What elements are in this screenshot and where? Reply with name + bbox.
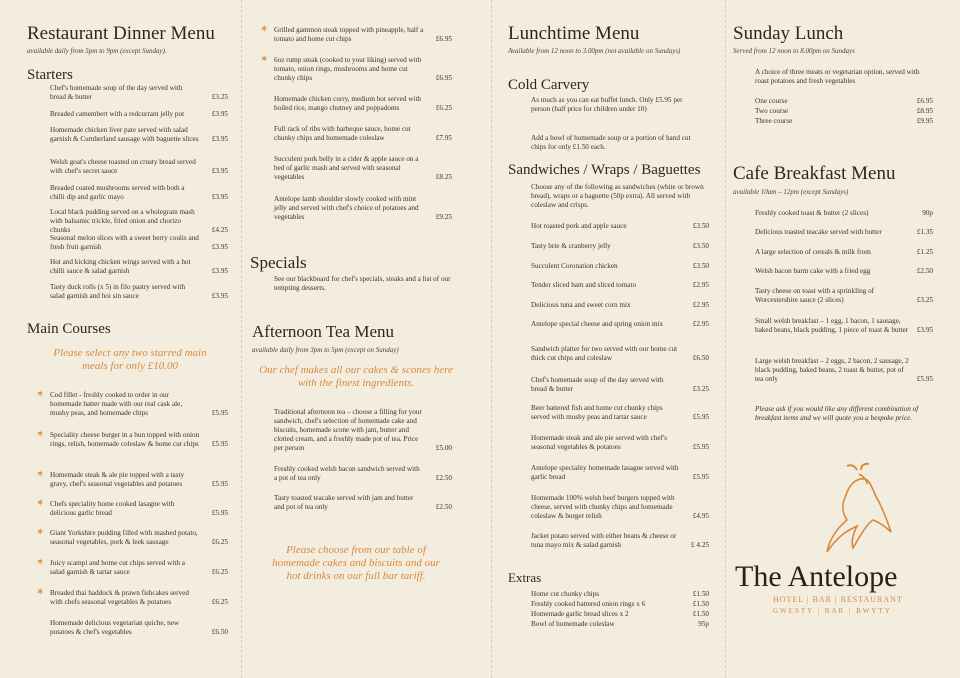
starter-item-price: £3.95 — [211, 110, 228, 118]
fold-line — [491, 0, 492, 678]
sunday-course-desc: One course — [755, 97, 788, 105]
extra-item — [531, 600, 709, 609]
starters-heading: Starters — [27, 67, 73, 83]
afternoon-subtitle: available daily from 3pm to 5pm (except on Sunday) — [252, 346, 399, 354]
antelope-logo-icon — [817, 462, 897, 562]
lunch-item — [531, 494, 709, 521]
lunch-item-desc: Homemade steak and ale pie served with chef's seasonal vegetables & potatoes — [531, 434, 668, 451]
main-item — [274, 125, 452, 143]
starter-item-desc: Homemade chicken liver pate served with salad garnish & Cumberland sausage with baguette slices — [50, 126, 199, 143]
starter-item-price: £4.25 — [211, 226, 228, 234]
afternoon-footer: Please choose from our table of homemade cakes and biscuits and our hot drinks on our full bar tariff. — [272, 544, 440, 582]
main-item — [50, 619, 228, 637]
dinner-subtitle: available daily from 5pm to 9pm (except Sunday). — [27, 47, 167, 55]
star-icon: ✶ — [36, 527, 45, 538]
sandwich-item-desc: Delicious tuna and sweet corn mix — [531, 301, 631, 309]
breakfast-item-price: £3.95 — [916, 326, 933, 334]
sunday-text: A choice of three meats or vegetarian option, served with roast potatoes and fresh vegetables — [755, 68, 920, 85]
afternoon-item-price: £2.50 — [435, 474, 452, 482]
extra-item-price: £1.50 — [692, 590, 709, 598]
main-item-desc: Antelope lamb shoulder slowly cooked with mint jelly and served with chef's choice of potatoes and vegetables — [274, 195, 419, 221]
lunch-item-price: £6.50 — [692, 354, 709, 362]
afternoon-item-price: £5.00 — [435, 444, 452, 452]
main-item-price: £5.95 — [211, 409, 228, 417]
breakfast-item-desc: Delicious toasted teacake served with butter — [755, 228, 882, 236]
sunday-course-price: £8.95 — [916, 107, 933, 115]
main-item-price: £6.25 — [211, 538, 228, 546]
starter-item-desc: Local black pudding served on a wholegrain mash with balsamic trickle, fried onion and chorizo chunks — [50, 208, 195, 234]
logo-line2: GWESTY | BAR | BWYTY — [773, 607, 892, 615]
main-item-price: £6.50 — [211, 628, 228, 636]
sandwich-item — [531, 242, 709, 251]
breakfast-item — [755, 248, 933, 257]
lunch-subtitle: Available from 12 noon to 3.00pm (not available on Sundays) — [508, 47, 681, 55]
main-item-price: £6.95 — [435, 74, 452, 82]
star-icon: ✶ — [36, 498, 45, 509]
logo-line1: HOTEL | BAR | RESTAURANT — [773, 595, 903, 604]
main-item-price: £8.25 — [435, 173, 452, 181]
sandwich-item-desc: Succulent Coronation chicken — [531, 262, 618, 270]
main-item-desc: Homemade chicken curry, medium hot served with boiled rice, mango chutney and poppadoms — [274, 95, 422, 112]
logo-name: The Antelope — [735, 560, 898, 593]
lunch-item-desc: Chef's homemade soup of the day served with bread & butter — [531, 376, 664, 393]
starter-item-desc: Seasonal melon slices with a sweet berry coulis and fresh fruit garnish — [50, 234, 199, 251]
breakfast-item-desc: Tasty cheese on toast with a sprinkling of Worcestershire sauce (2 slices) — [755, 287, 875, 304]
mains-offer-note: Please select any two starred main meals for only £10.00 — [53, 347, 207, 372]
starter-item — [50, 184, 228, 202]
breakfast-item — [755, 267, 933, 276]
lunch-item-price: £5.95 — [692, 413, 709, 421]
main-item — [50, 391, 228, 418]
lunch-item-price: £5.95 — [692, 443, 709, 451]
sandwich-item — [531, 320, 709, 329]
afternoon-item-desc: Freshly cooked welsh bacon sandwich served with a pot of tea only — [274, 465, 420, 482]
starter-item-price: £3.95 — [211, 267, 228, 275]
sandwich-item-desc: Tasty brie & cranberry jelly — [531, 242, 611, 250]
main-item-price: £5.95 — [211, 440, 228, 448]
main-item — [274, 195, 452, 222]
main-item-desc: Grilled gammon steak topped with pineapple, half a tomato and home cut chips — [274, 26, 424, 43]
star-icon: ✶ — [36, 469, 45, 480]
main-item — [50, 500, 228, 518]
starter-item-desc: Welsh goat's cheese toasted on crusty bread served with chef's secret sauce — [50, 158, 196, 175]
extra-item-desc: Bowl of homemade coleslaw — [531, 620, 615, 628]
main-item — [50, 589, 228, 607]
carvery-heading: Cold Carvery — [508, 77, 590, 93]
extra-item-price: 95p — [698, 620, 709, 628]
extra-item-desc: Freshly cooked battered onion rings x 6 — [531, 600, 646, 608]
sandwich-item — [531, 222, 709, 231]
extra-item-price: £1.50 — [692, 610, 709, 618]
sandwich-item — [531, 262, 709, 271]
starter-item — [50, 234, 228, 252]
main-item-desc: Cod fillet - freshly cooked to order in our homemade batter made with our real cask ale, mushy peas, and homemade chips — [50, 391, 183, 417]
specials-heading: Specials — [250, 253, 307, 272]
main-item-desc: Chefs speciality home cooked lasagne with delicious garlic bread — [50, 500, 175, 517]
sunday-course — [755, 97, 933, 106]
sunday-course-desc: Two course — [755, 107, 789, 115]
sandwich-heading: Sandwiches / Wraps / Baguettes — [508, 162, 701, 178]
main-item-price: £5.95 — [211, 509, 228, 517]
main-item-desc: Giant Yorkshire pudding filled with mashed potato, seasonal vegetables, pork & leek sausage — [50, 529, 198, 546]
extra-item — [531, 610, 709, 619]
breakfast-subtitle: available 10am – 12pm (except Sundays) — [733, 188, 849, 196]
lunch-item — [531, 404, 709, 422]
breakfast-item-desc: A large selection of cereals & milk from — [755, 248, 871, 256]
breakfast-item-price: £2.50 — [916, 267, 933, 275]
sandwich-item-desc: Antelope special cheese and spring onion mix — [531, 320, 664, 328]
main-item-price: £7.95 — [435, 134, 452, 142]
sandwich-item-price: £3.50 — [692, 222, 709, 230]
afternoon-item-price: £2.50 — [435, 503, 452, 511]
dinner-title: Restaurant Dinner Menu — [27, 23, 215, 44]
main-item — [50, 431, 228, 449]
breakfast-item-price: 90p — [922, 209, 933, 217]
main-item — [274, 26, 452, 44]
starter-item-desc: Breaded coated mushrooms served with both a chilli dip and garlic mayo — [50, 184, 185, 201]
lunch-panel — [502, 0, 724, 678]
afternoon-item — [274, 408, 452, 453]
sandwich-item-price: £2.95 — [692, 301, 709, 309]
lunch-title: Lunchtime Menu — [508, 23, 640, 44]
breakfast-item — [755, 317, 933, 335]
breakfast-item-price: £1.25 — [916, 248, 933, 256]
breakfast-item-desc: Large welsh breakfast – 2 eggs, 2 bacon, 2 sausage, 2 black pudding, baked beans, 2 toast & butter, pot of tea only — [755, 357, 909, 383]
starter-item-desc: Tasty duck rolls (x 5) in filo pastry served with salad garnish and hoi sin sauce — [50, 283, 186, 300]
sunday-course — [755, 117, 933, 126]
lunch-item — [531, 434, 709, 452]
sandwich-item-desc: Tender sliced ham and sliced tomato — [531, 281, 637, 289]
specials-text: See our blackboard for chef's specials, steaks and a list of our tempting desserts. — [274, 275, 451, 292]
starter-item-price: £3.95 — [211, 193, 228, 201]
starter-item-price: £3.95 — [211, 135, 228, 143]
sandwich-item-price: £3.50 — [692, 262, 709, 270]
star-icon: ✶ — [36, 557, 45, 568]
main-item-price: £6.25 — [435, 104, 452, 112]
lunch-item — [531, 464, 709, 482]
sandwich-text: Choose any of the following as sandwiches (white or brown bread), wraps or a baguette (50p extra). All served with coleslaw and crisps. — [531, 183, 704, 209]
extra-item-desc: Home cut chunky chips — [531, 590, 600, 598]
sandwich-item-price: £2.95 — [692, 281, 709, 289]
main-item — [274, 56, 452, 83]
afternoon-item-desc: Tasty toasted teacake served with jam and butter and pot of tea only — [274, 494, 414, 511]
dinner-continued-panel — [244, 0, 480, 678]
afternoon-item-desc: Traditional afternoon tea – choose a filling for your sandwich, chef's selection of homemade cake and biscuits, homemade scone with jam, butter and clotted cream, and a freshly made pot of tea. Price per person — [274, 408, 422, 452]
main-item — [274, 95, 452, 113]
mains-heading: Main Courses — [27, 321, 111, 337]
star-icon: ✶ — [36, 429, 45, 440]
carvery-extra: Add a bowl of homemade soup or a portion of hand cut chips for only £1.50 each. — [531, 134, 691, 151]
sunday-course-price: £9.95 — [916, 117, 933, 125]
lunch-item-desc: Homemade 100% welsh beef burgers topped with cheese, served with chunky chips and homemade coleslaw & burger relish — [531, 494, 675, 520]
extras-heading: Extras — [508, 570, 542, 585]
extra-item — [531, 620, 709, 629]
main-item-desc: Homemade delicious vegetarian quiche, new potatoes & chef's vegetables — [50, 619, 180, 636]
main-item-price: £6.95 — [435, 35, 452, 43]
star-icon: ✶ — [260, 54, 269, 65]
main-item-desc: Succulent pork belly in a cider & apple sauce on a bed of garlic mash and served with seasonal vegetables — [274, 155, 419, 181]
main-item-desc: Juicy scampi and home cut chips served with a salad garnish & tartar sauce — [50, 559, 185, 576]
breakfast-item-desc: Freshly cooked toast & butter (2 slices) — [755, 209, 869, 217]
sunday-course-desc: Three course — [755, 117, 793, 125]
star-icon: ✶ — [36, 389, 45, 400]
main-item — [50, 559, 228, 577]
breakfast-item-desc: Small welsh breakfast – 1 egg, 1 bacon, 1 sausage, baked beans, black pudding, 1 piece of toast & butter — [755, 317, 909, 334]
starter-item-desc: Hot and kicking chicken wings served with a hot chilli sauce & salad garnish — [50, 258, 191, 275]
lunch-item-price: £ 4.25 — [691, 541, 709, 549]
sandwich-item-desc: Hot roasted pork and apple sauce — [531, 222, 627, 230]
afternoon-item — [274, 465, 452, 483]
star-icon: ✶ — [36, 587, 45, 598]
fold-line — [241, 0, 242, 678]
fold-line — [725, 0, 726, 678]
main-item-desc: 6oz rump steak (cooked to your liking) served with tomato, onion rings, mushrooms and home cut chunky chips — [274, 56, 422, 82]
main-item-price: £5.95 — [211, 480, 228, 488]
main-item-desc: Speciality cheese burger in a bun topped with onion rings, relish, homemade coleslaw & home cut chips — [50, 431, 200, 448]
breakfast-note: Please ask if you would like any different combination of breakfast items and we will quote you a bespoke price. — [755, 405, 919, 422]
sunday-breakfast-panel — [727, 0, 960, 678]
main-item-desc: Breaded thai haddock & prawn fishcakes served with chefs seasonal vegetables & potatoes — [50, 589, 189, 606]
sunday-title: Sunday Lunch — [733, 23, 844, 44]
starter-item-price: £3.25 — [211, 93, 228, 101]
starter-item-price: £3.95 — [211, 243, 228, 251]
lunch-item-desc: Sandwich platter for two served with our home cut thick cut chips and coleslaw — [531, 345, 678, 362]
afternoon-note: Our chef makes all our cakes & scones here with the finest ingredients. — [259, 364, 453, 389]
lunch-item — [531, 345, 709, 363]
extra-item-price: £1.50 — [692, 600, 709, 608]
lunch-item-desc: Beer battered fish and home cut chunky chips served with mushy peas and tartar sauce — [531, 404, 663, 421]
sandwich-item-price: £2.95 — [692, 320, 709, 328]
lunch-item — [531, 532, 709, 550]
star-icon: ✶ — [260, 24, 269, 35]
breakfast-item-price: £1.35 — [916, 228, 933, 236]
lunch-item-price: £3.25 — [692, 385, 709, 393]
sunday-course — [755, 107, 933, 116]
lunch-item-desc: Jacket potato served with either beans & cheese or tuna mayo mix & salad garnish — [531, 532, 677, 549]
breakfast-item-price: £5.95 — [916, 375, 933, 383]
main-item-desc: Full rack of ribs with barbeque sauce, home cut chunky chips and homemade coleslaw — [274, 125, 411, 142]
starter-item-price: £3.95 — [211, 292, 228, 300]
breakfast-title: Cafe Breakfast Menu — [733, 163, 896, 184]
sandwich-item-price: £3.50 — [692, 242, 709, 250]
starter-item — [50, 158, 228, 176]
sandwich-item — [531, 281, 709, 290]
breakfast-item — [755, 357, 933, 384]
sandwich-item — [531, 301, 709, 310]
main-item-price: £9.25 — [435, 213, 452, 221]
breakfast-item-price: £3.25 — [916, 296, 933, 304]
main-item — [274, 155, 452, 182]
main-item — [50, 471, 228, 489]
afternoon-title: Afternoon Tea Menu — [252, 322, 395, 341]
breakfast-item-desc: Welsh bacon barm cake with a fried egg — [755, 267, 871, 275]
starter-item-desc: Breaded camembert with a redcurrant jelly pot — [50, 110, 185, 118]
main-item — [50, 529, 228, 547]
carvery-text: As much as you can eat buffet lunch. Only £5.95 per person (half price for children under 10) — [531, 96, 683, 113]
starter-item — [50, 84, 228, 102]
breakfast-item — [755, 228, 933, 237]
main-item-price: £6.25 — [211, 568, 228, 576]
extra-item-desc: Homemade garlic bread slices x 2 — [531, 610, 629, 618]
dinner-panel — [0, 0, 238, 678]
afternoon-item — [274, 494, 452, 512]
starter-item — [50, 126, 228, 144]
lunch-item — [531, 376, 709, 394]
starter-item-price: £3.95 — [211, 167, 228, 175]
starter-item — [50, 283, 228, 301]
starter-item — [50, 208, 228, 235]
starter-item — [50, 110, 228, 119]
extra-item — [531, 590, 709, 599]
sunday-subtitle: Served from 12 noon to 8.00pm on Sundays — [733, 47, 855, 55]
lunch-item-desc: Antelope speciality homemade lasagne served with garlic bread — [531, 464, 679, 481]
breakfast-item — [755, 287, 933, 305]
lunch-item-price: £5.95 — [692, 473, 709, 481]
breakfast-item — [755, 209, 933, 218]
starter-item-desc: Chef's homemade soup of the day served with bread & butter — [50, 84, 183, 101]
lunch-item-price: £4.95 — [692, 512, 709, 520]
starter-item — [50, 258, 228, 276]
main-item-price: £6.25 — [211, 598, 228, 606]
main-item-desc: Homemade steak & ale pie topped with a tasty gravy, chef's seasonal vegetables and potatoes — [50, 471, 185, 488]
sunday-course-price: £6.95 — [916, 97, 933, 105]
